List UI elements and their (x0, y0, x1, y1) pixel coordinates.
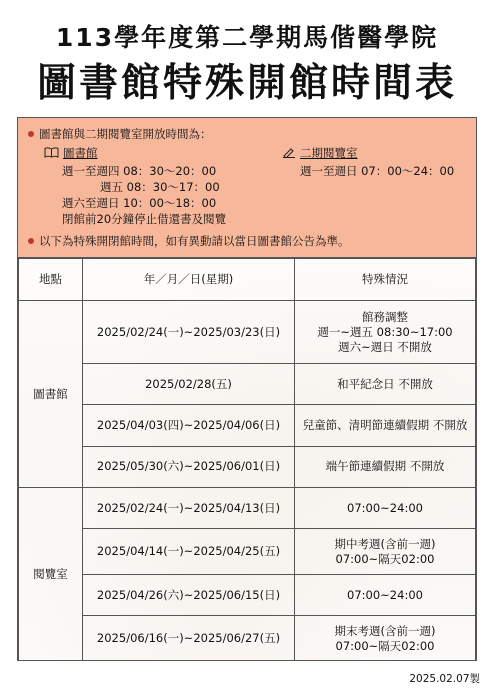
status-cell (295, 488, 476, 529)
reading-room-heading (282, 145, 358, 161)
table-row (19, 616, 476, 661)
schedule-table (18, 258, 476, 661)
status-line: 07:00~24:00 (347, 587, 423, 602)
library-hours-4: 閉館前20分鐘停止借還書及閱覽 (62, 212, 227, 226)
table-row (19, 301, 476, 364)
status-cell (295, 616, 476, 661)
status-cell (295, 446, 476, 487)
status-line: 和平紀念日 不開放 (337, 376, 433, 391)
date-cell: 2025/05/30(六)~2025/06/01(日) (83, 446, 295, 487)
schedule-table-area (18, 258, 476, 661)
reading-room-hours: 週一至週日 07：00～24：00 (300, 164, 455, 178)
status-cell (295, 364, 476, 405)
status-cell (295, 574, 476, 615)
table-row (19, 446, 476, 487)
status-line: 週六~週日 不開放 (338, 339, 432, 354)
location-cell: 閱覽室 (19, 488, 83, 662)
date-cell: 2025/02/24(一)~2025/03/23(日) (83, 301, 295, 364)
date-cell: 2025/04/14(一)~2025/04/25(五) (83, 529, 295, 575)
pen-icon (282, 146, 296, 161)
status-cell (295, 529, 476, 575)
schedule-frame (17, 117, 477, 661)
intro-text: 圖書館與二期閱覽室開放時間為： (39, 127, 212, 141)
table-header-row (19, 259, 476, 301)
table-row (19, 529, 476, 575)
status-line: 07:00~隔天02:00 (335, 638, 435, 653)
status-line: 兒童節、清明節連續假期 不開放 (302, 418, 468, 433)
header-status: 特殊情況 (295, 259, 476, 301)
intro-line (28, 126, 212, 142)
library-hours-1: 週一至週四 08：30～20：00 (62, 164, 217, 178)
notice-line (28, 233, 350, 249)
status-line: 館務調整 (362, 309, 408, 324)
location-cell: 圖書館 (19, 301, 83, 488)
table-row (19, 364, 476, 405)
date-cell: 2025/02/28(五) (83, 364, 295, 405)
status-line: 07:00~隔天02:00 (335, 551, 435, 566)
header-location: 地點 (19, 259, 83, 301)
opening-hours-panel (18, 118, 476, 258)
status-line: 期末考週(含前一週) (334, 623, 436, 638)
bullet-icon (28, 131, 34, 137)
status-line: 期中考週(含前一週) (334, 536, 436, 551)
library-heading (44, 145, 98, 161)
title-line2: 圖書館特殊開館時間表 (36, 61, 457, 106)
reading-room-label: 二期閱覽室 (300, 146, 358, 160)
library-label: 圖書館 (63, 146, 98, 160)
table-row (19, 405, 476, 446)
table-row (19, 488, 476, 529)
date-cell: 2025/06/16(一)~2025/06/27(五) (83, 616, 295, 661)
status-cell (295, 301, 476, 364)
table-row (19, 574, 476, 615)
library-hours-3: 週六至週日 10：00～18：00 (62, 196, 217, 210)
date-cell: 2025/04/26(六)~2025/06/15(日) (83, 574, 295, 615)
status-line: 週一~週五 08:30~17:00 (317, 324, 453, 339)
date-cell: 2025/02/24(一)~2025/04/13(日) (83, 488, 295, 529)
status-line: 07:00~24:00 (347, 500, 423, 515)
date-cell: 2025/04/03(四)~2025/04/06(日) (83, 405, 295, 446)
made-date: 2025.02.07製 (409, 673, 480, 685)
status-cell (295, 405, 476, 446)
status-line: 端午節連續假期 不開放 (325, 459, 445, 474)
book-icon (44, 147, 59, 161)
title-line1: 113學年度第二學期馬偕醫學院 (55, 23, 439, 52)
notice-text: 以下為特殊開閉館時間，如有異動請以當日圖書館公告為準。 (39, 234, 350, 248)
header-date: 年／月／日(星期) (83, 259, 295, 301)
library-hours-2: 週五 08：30～17：00 (100, 180, 220, 194)
bullet-icon (28, 238, 34, 244)
